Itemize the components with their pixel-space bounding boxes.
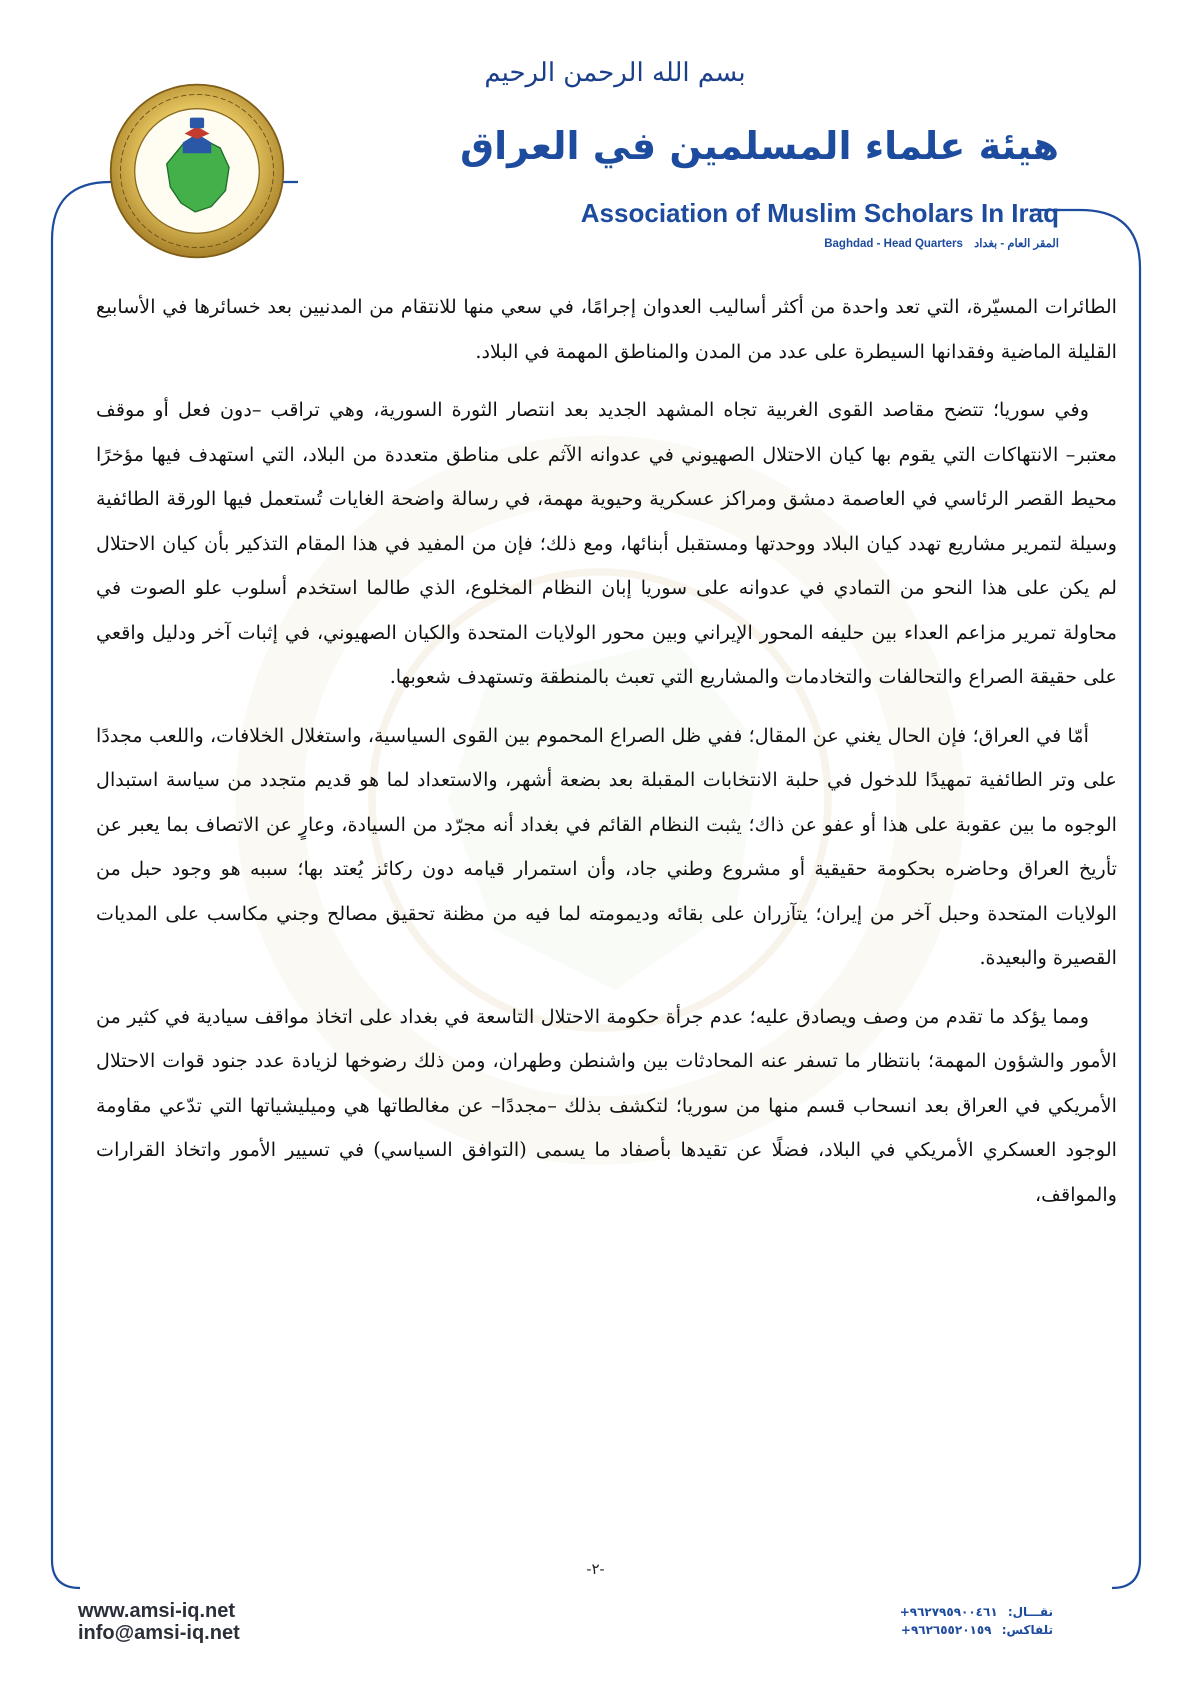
letterhead [0,0,1191,270]
organization-name-english: Association of Muslim Scholars In Iraq [580,198,1059,228]
phone-label: نقـــال: [1007,1605,1053,1619]
headquarters-arabic: المقر العام - بغداد [974,238,1059,250]
page-number: -٢- [586,1560,605,1578]
letter-body [96,285,1117,1231]
footer-phone-contacts [900,1603,1053,1639]
paragraph: وفي سوريا؛ تتضح مقاصد القوى الغربية تجاه المشهد الجديد بعد انتصار الثورة السورية، وهي تراقب –دون فعل أو موقف معتبر– الانتهاكات التي يقوم بها كيان الاحتلال الصهيوني في عدوانه الآثم على مناطق متعددة من البلاد، التي استهدف فيها مؤخرًا محيط القصر الرئاسي في العاصمة دمشق ومراكز عسكرية وحيوية مهمة، في رسالة واضحة الغايات تُستعمل فيها الورقة الطائفية وسيلة لتمرير مشاريع تهدد كيان البلاد ووحدتها ومستقبل أبنائها، ومع ذلك؛ فإن من المفيد في هذا المقام التذكير بأن كيان الاحتلال لم يكن على هذا النحو من التمادي في عدوانه على سوريا إبان النظام المخلوع، الذي طالما استخدم أسلوب علو الصوت في محاولة تمرير مزاعم العداء بين حليفه المحور الإيراني وبين محور الولايات المتحدة والكيان الصهيوني، في إثبات آخر ودليل واقعي على حقيقة الصراع والتحالفات والتخادمات والمشاريع التي تعبث بالمنطقة وتستهدف شعوبها. [96,398,1117,688]
organization-seal-logo [108,82,286,260]
organization-name-arabic: هيئة علماء المسلمين في العراق [460,124,1059,168]
paragraph: ومما يؤكد ما تقدم من وصف ويصادق عليه؛ عدم جرأة حكومة الاحتلال التاسعة في بغداد على اتخاذ مواقف سيادية في كثير من الأمور والشؤون المهمة؛ بانتظار ما تسفر عنه المحادثات بين واشنطن وطهران، ومن ذلك رضوخها لزيادة عدد جنود قوات الاحتلال الأمريكي في العراق بعد انسحاب قسم منها من سوريا؛ لتكشف بذلك –مجددًا– عن مغالطاتها هي وميليشياتها التي تدّعي مقاومة الوجود العسكري الأمريكي في البلاد، فضلًا عن تقيدها بأصفاد ما يسمى (التوافق السياسي) في تسيير الأمور واتخاذ القرارات والمواقف، [96,1004,1117,1206]
footer-web-contacts [78,1600,240,1644]
headquarters-line [816,236,1059,250]
fax-number: +٩٦٢٦٥٥٢٠١٥٩ [900,1623,992,1637]
phone-line [900,1603,1053,1621]
website-link[interactable]: www.amsi-iq.net [78,1600,236,1622]
phone-number: +٩٦٢٧٩٥٩٠٠٤٦١ [899,1605,998,1619]
fax-label: تلفاكس: [1001,1623,1053,1637]
headquarters-english: Baghdad - Head Quarters [824,238,963,250]
basmala-calligraphy: بسم الله الرحمن الرحيم [484,58,746,88]
paragraph: الطائرات المسيّرة، التي تعد واحدة من أكثر أساليب العدوان إجرامًا، في سعي منها للانتقام من المدنيين بعد خسائرها في الأسابيع القليلة الماضية وفقدانها السيطرة على عدد من المدن والمناطق المهمة في البلاد. [96,295,1117,363]
email-link[interactable]: info@amsi-iq.net [78,1622,240,1644]
paragraph: أمّا في العراق؛ فإن الحال يغني عن المقال؛ ففي ظل الصراع المحموم بين القوى السياسية، واستغلال الخلافات، واللعب مجددًا على وتر الطائفية تمهيدًا للدخول في حلبة الانتخابات المقبلة بعد بضعة أشهر، والاستعداد لما هو قديم متجدد من سياسة استبدال الوجوه ما بين عقوبة على هذا أو عفو عن ذاك؛ يثبت النظام القائم في بغداد أنه مجرّد من السيادة، وعارٍ عن الاتصاف بما يعبر عن تأريخ العراق وحاضره بحكومة حقيقية أو مشروع وطني جاد، وأن استمرار قيامه دون ركائز يُعتد بها؛ سببه هو وجود حبل من الولايات المتحدة وحبل آخر من إيران؛ يتآزران على بقائه وديمومته لما فيه من مظنة تحقيق مصالح وجني مكاسب على المديات القصيرة والبعيدة. [96,723,1117,969]
fax-line [900,1621,1053,1639]
